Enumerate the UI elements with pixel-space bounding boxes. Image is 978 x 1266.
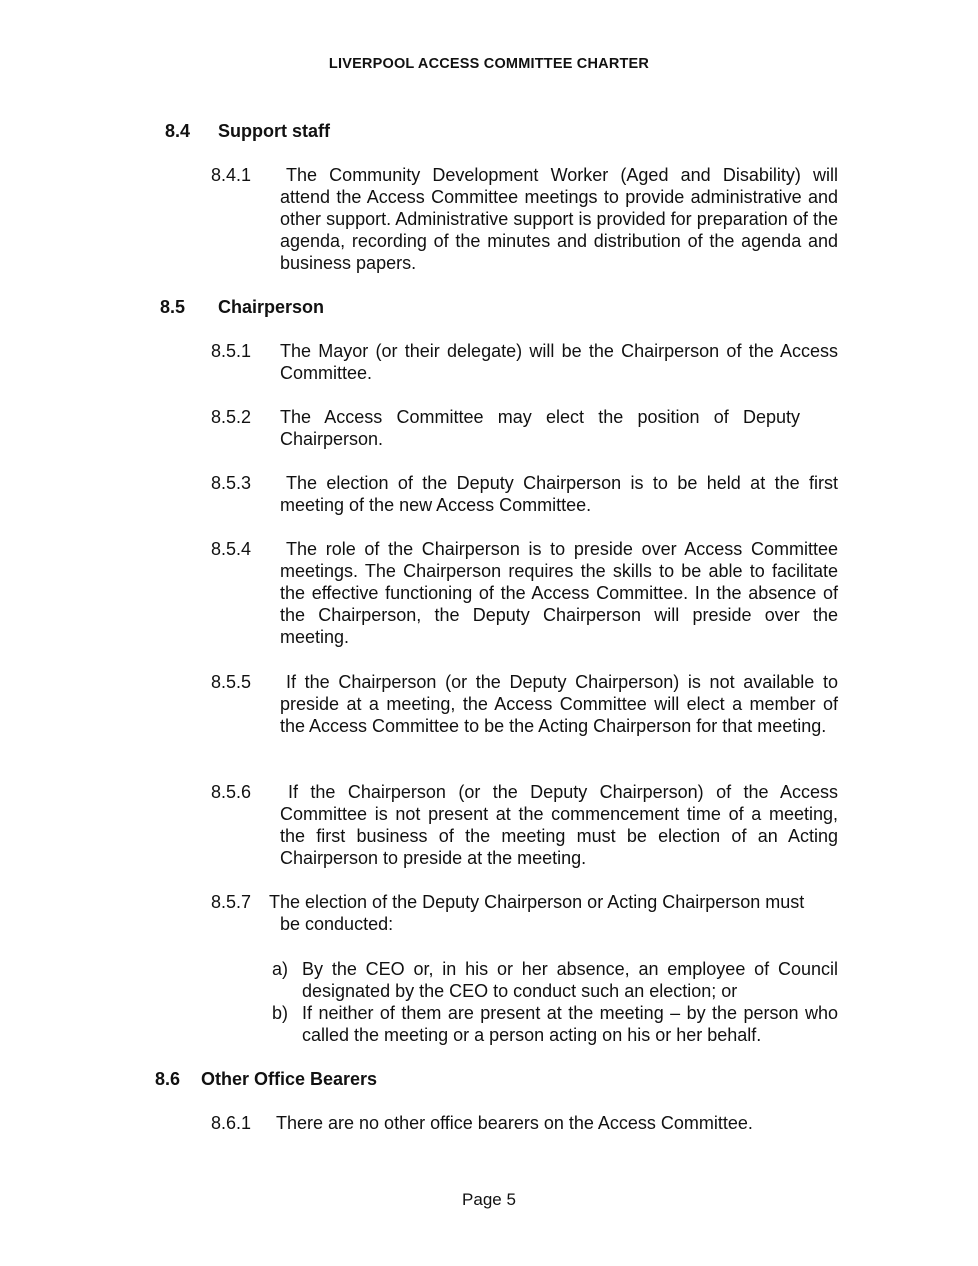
clause-number-8-5-7: 8.5.7 bbox=[211, 892, 252, 912]
list-marker-b: b) bbox=[272, 1003, 289, 1023]
section-number-8-5: 8.5 bbox=[160, 297, 186, 317]
section-title-other-office-bearers: Other Office Bearers bbox=[201, 1069, 378, 1089]
list-marker-a: a) bbox=[272, 959, 289, 979]
section-title-chairperson: Chairperson bbox=[218, 297, 325, 317]
clause-number-8-5-3: 8.5.3 bbox=[211, 473, 252, 493]
clause-number-8-5-2: 8.5.2 bbox=[211, 407, 252, 427]
clause-number-8-6-1: 8.6.1 bbox=[211, 1113, 252, 1133]
clause-text-8-4-1: The Community Development Worker (Aged and Disability) will attend the Access Committee meetings to provide administrative and other support. Administrative support is provided for preparation of the agenda, recording of the minutes and distribution of the agenda and business papers. bbox=[280, 165, 838, 273]
section-number-8-6: 8.6 bbox=[155, 1069, 181, 1089]
document-header: LIVERPOOL ACCESS COMMITTEE CHARTER bbox=[328, 56, 650, 72]
clause-text-8-5-5: If the Chairperson (or the Deputy Chairperson) is not available to preside at a meeting, the Access Committee will elect a member of the Access Committee to be the Acting Chairperson for that meeting. bbox=[280, 672, 838, 736]
clause-number-8-5-5: 8.5.5 bbox=[211, 672, 252, 692]
section-title-support-staff: Support staff bbox=[218, 121, 330, 141]
clause-number-8-4-1: 8.4.1 bbox=[211, 165, 252, 185]
clause-text-8-6-1: There are no other office bearers on the Access Committee. bbox=[276, 1113, 753, 1133]
page-number: Page 5 bbox=[462, 1190, 516, 1209]
clause-number-8-5-6: 8.5.6 bbox=[211, 782, 252, 802]
clause-text-8-5-7-line1: The election of the Deputy Chairperson or Acting Chairperson must bbox=[269, 892, 805, 912]
clause-text-8-5-2: The Access Committee may elect the position of Deputy Chairperson. bbox=[280, 407, 800, 449]
clause-text-8-5-7-line2: be conducted: bbox=[280, 914, 394, 934]
clause-number-8-5-1: 8.5.1 bbox=[211, 341, 252, 361]
clause-text-8-5-4: The role of the Chairperson is to preside over Access Committee meetings. The Chairperson requires the skills to be able to facilitate the effective functioning of the Access Committee. In the absence of the Chairperson, the Deputy Chairperson will preside over the meeting. bbox=[280, 539, 838, 647]
clause-text-8-5-1: The Mayor (or their delegate) will be the Chairperson of the Access Committee. bbox=[280, 341, 838, 383]
list-item-a: By the CEO or, in his or her absence, an employee of Council designated by the CEO to conduct such an election; or bbox=[302, 959, 838, 1001]
list-item-b: If neither of them are present at the meeting – by the person who called the meeting or a person acting on his or her behalf. bbox=[302, 1003, 838, 1045]
clause-text-8-5-6: If the Chairperson (or the Deputy Chairperson) of the Access Committee is not present at the commencement time of a meeting, the first business of the meeting must be election of an Acting Chairperson to preside at the meeting. bbox=[280, 782, 838, 868]
clause-number-8-5-4: 8.5.4 bbox=[211, 539, 252, 559]
clause-text-8-5-3: The election of the Deputy Chairperson is to be held at the first meeting of the new Access Committee. bbox=[280, 473, 838, 515]
section-number-8-4: 8.4 bbox=[165, 121, 191, 141]
